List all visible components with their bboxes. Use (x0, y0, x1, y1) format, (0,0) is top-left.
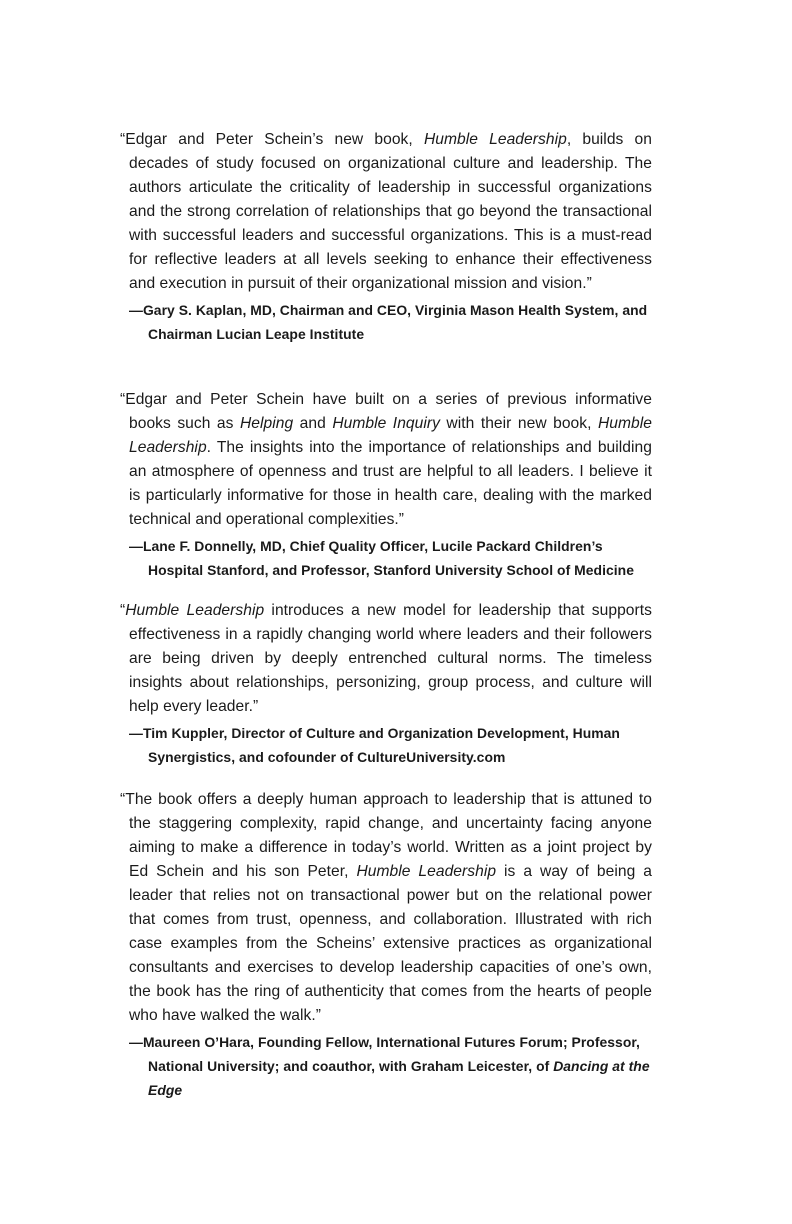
endorsement-attribution: —Lane F. Donnelly, MD, Chief Quality Officer, Lucile Packard Children’s Hospital Stanford, and Professor, Stanford University School of Medicine (129, 538, 634, 578)
endorsement-quote: “Edgar and Peter Schein’s new book, Humble Leadership, builds on decades of study focused on organizational culture and leadership. The authors articulate the criticality of leadership in successful organizations and the strong correlation of relationships that go beyond the transactional with successful leaders and successful organizations. This is a must-read for reflective leaders at all levels seeking to enhance their effectiveness and execution in pursuit of their organizational mission and vision.” (120, 131, 652, 292)
endorsement-attribution: —Maureen O’Hara, Founding Fellow, International Futures Forum; Professor, National University; and coauthor, with Graham Leicester, of Dancing at the Edge (129, 1034, 650, 1098)
endorsement-attribution: —Gary S. Kaplan, MD, Chairman and CEO, Virginia Mason Health System, and Chairman Lucian Leape Institute (129, 302, 648, 342)
endorsement-kuppler (120, 599, 652, 769)
endorsement-kaplan (120, 128, 652, 346)
endorsement-ohara (120, 788, 652, 1102)
endorsement-attribution: —Tim Kuppler, Director of Culture and Organization Development, Human Synergistics, and cofounder of CultureUniversity.com (129, 725, 620, 765)
endorsement-quote: “The book offers a deeply human approach to leadership that is attuned to the staggering complexity, rapid change, and uncertainty facing anyone aiming to make a difference in today’s world. Written as a joint project by Ed Schein and his son Peter, Humble Leadership is a way of being a leader that relies not on transactional power but on the relational power that comes from trust, openness, and collaboration. Illustrated with rich case examples from the Scheins’ extensive practices as organizational consultants and exercises to develop leadership capacities of one’s own, the book has the ring of authenticity that comes from the hearts of people who have walked the walk.” (120, 791, 652, 1024)
endorsement-quote: “Humble Leadership introduces a new model for leadership that supports effectiveness in a rapidly changing world where leaders and their followers are being driven by deeply entrenched cultural norms. The timeless insights about relationships, personizing, group process, and culture will help every leader.” (120, 602, 652, 715)
endorsement-donnelly (120, 388, 652, 582)
endorsement-quote: “Edgar and Peter Schein have built on a series of previous informative books such as Helping and Humble Inquiry with their new book, Humble Leadership. The insights into the importance of relationships and building an atmosphere of openness and trust are helpful to all leaders. I believe it is particularly informative for those in health care, dealing with the marked technical and operational complexities.” (120, 391, 653, 528)
